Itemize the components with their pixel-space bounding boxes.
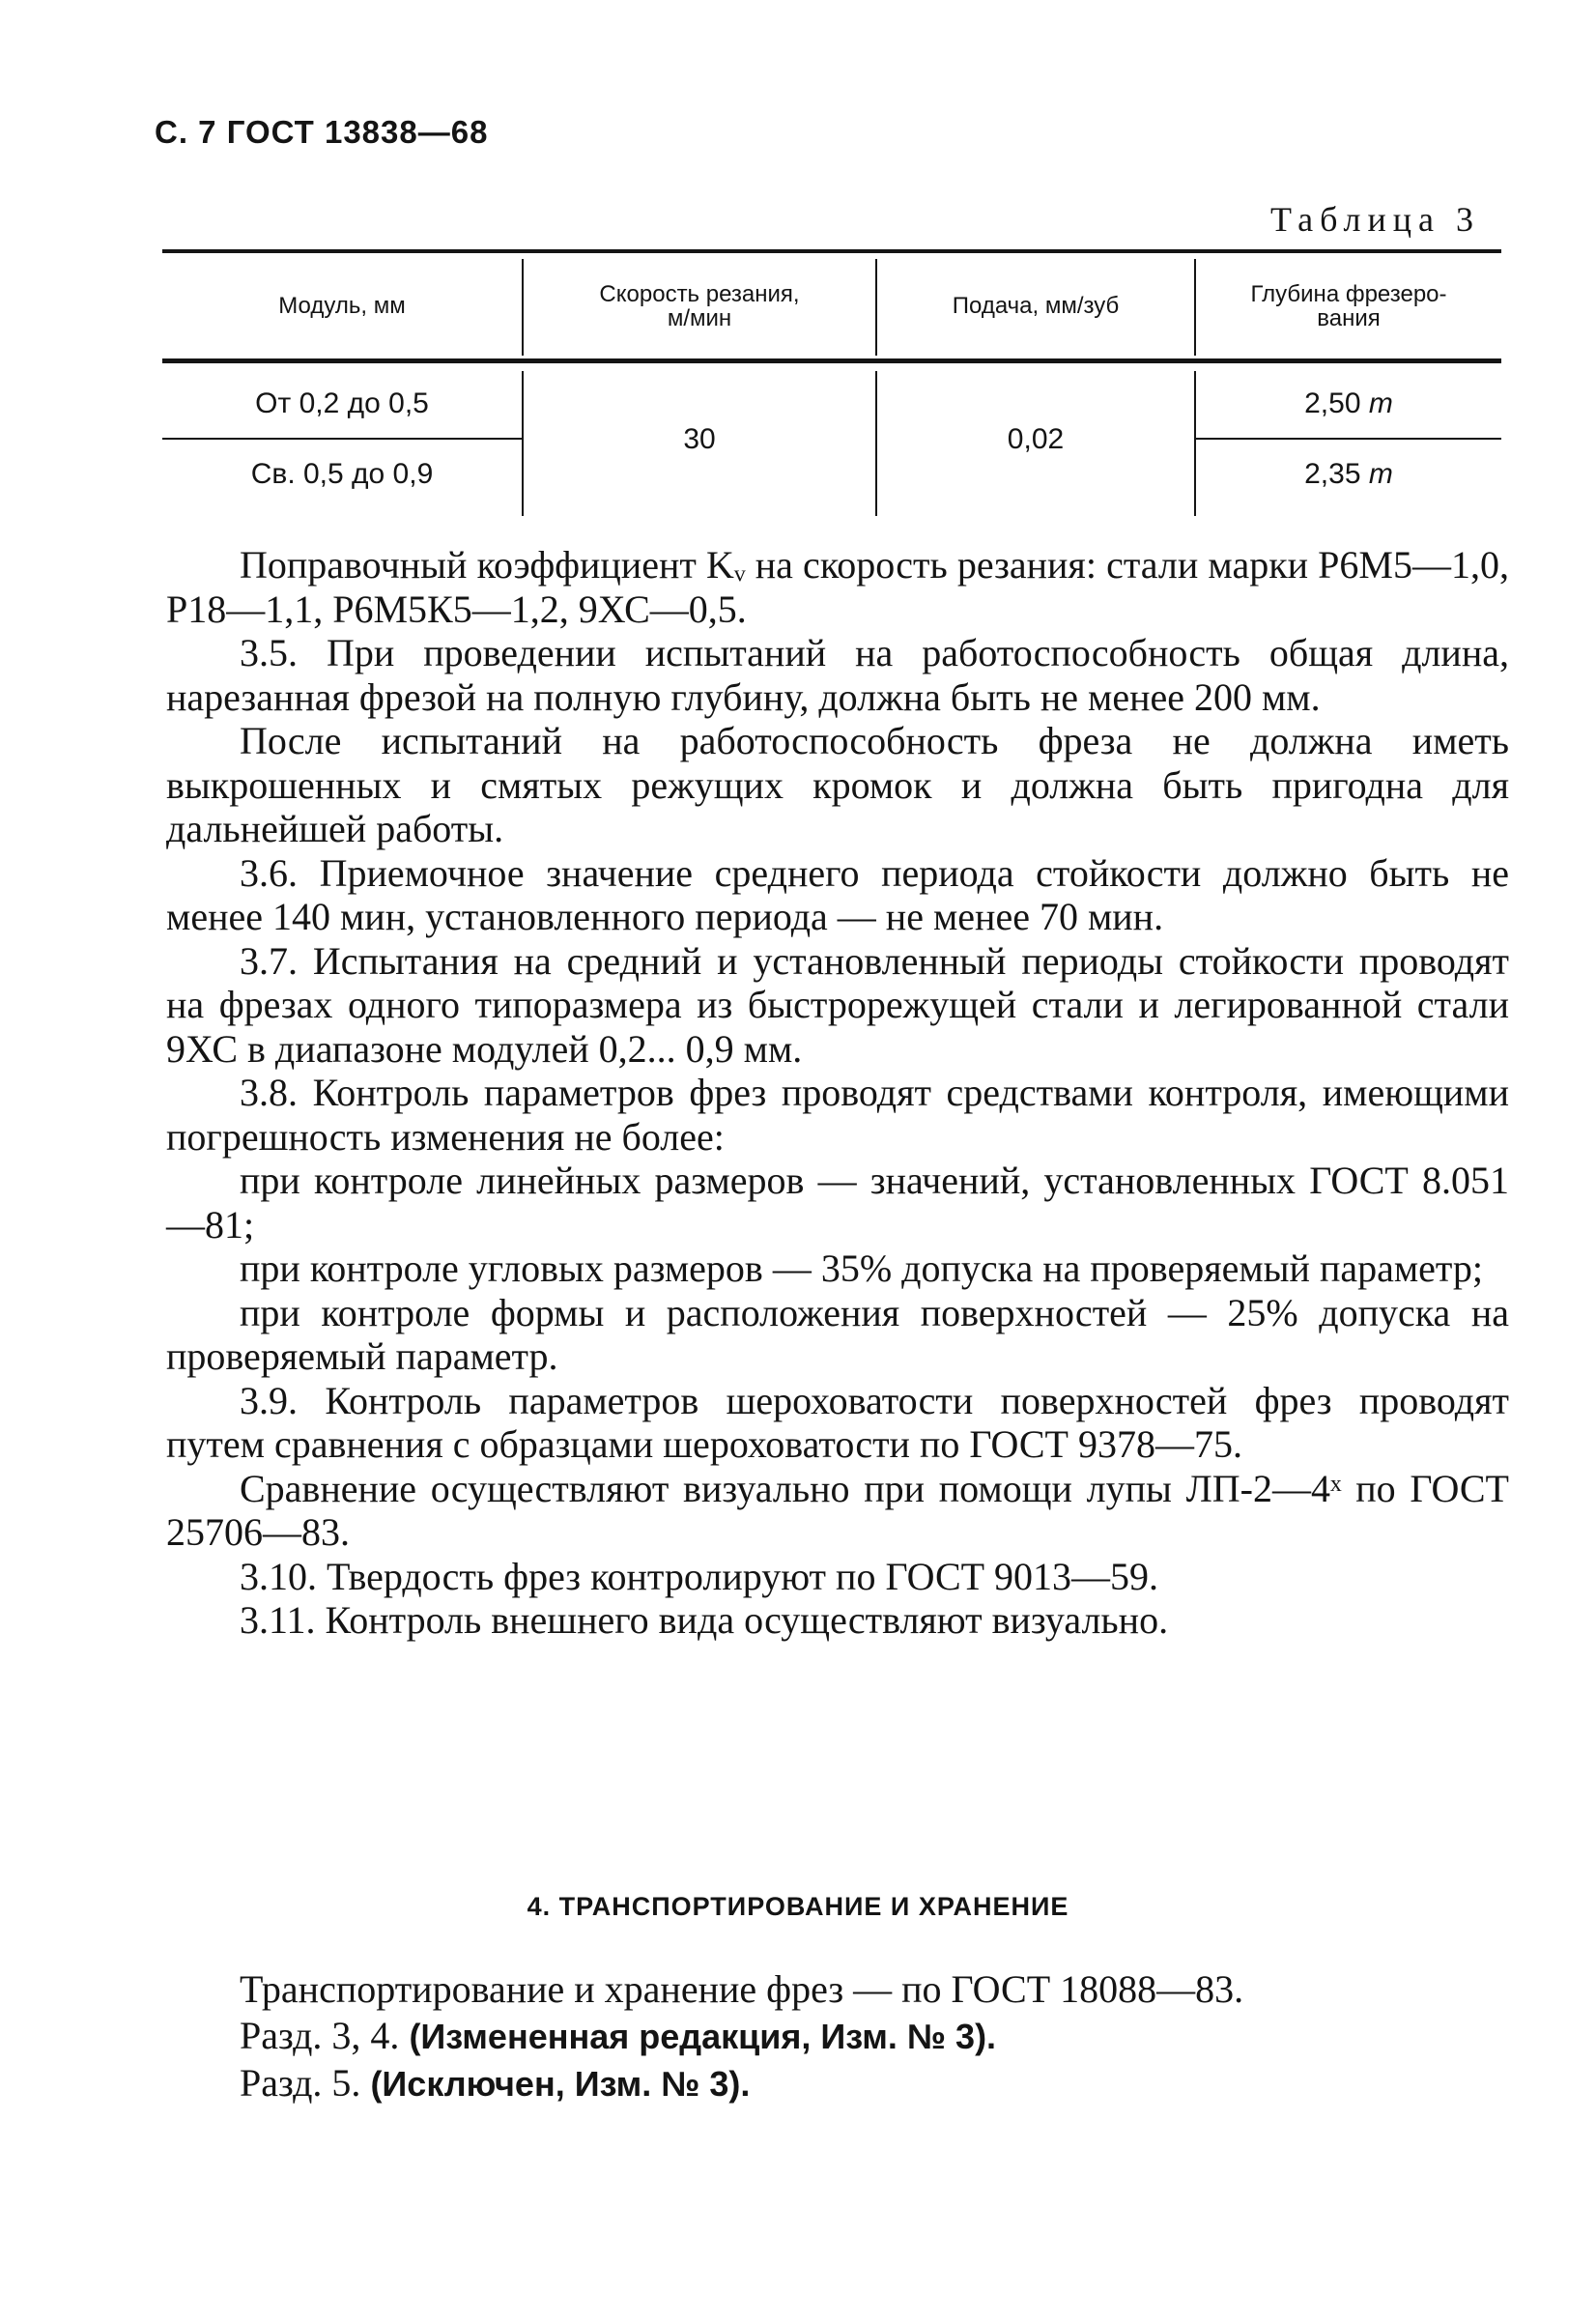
table-caption: Таблица 3 <box>1270 200 1480 239</box>
col-header-speed: Скорость резания, м/мин <box>599 280 800 331</box>
col-header-depth: Глубина фрезеро- вания <box>1250 280 1447 331</box>
paragraph: Сравнение осуществляют визуально при помощи лупы ЛП-2—4ˣ по ГОСТ 25706—83. <box>166 1466 1509 1554</box>
paragraph: при контроле угловых размеров — 35% допуска на проверяемый параметр; <box>240 1246 1484 1290</box>
paragraph: 3.6. Приемочное значение среднего периода стойкости должно быть не менее 140 мин, установленного периода — не менее 70 мин. <box>166 850 1509 938</box>
paragraph: 3.10. Твердость фрез контролируют по ГОСТ 9013—59. <box>240 1554 1159 1598</box>
page-header: С. 7 ГОСТ 13838—68 <box>155 114 489 150</box>
note-prefix: Разд. 5. <box>240 2061 361 2105</box>
paragraph: 3.9. Контроль параметров шероховатости поверхностей фрез проводят путем сравнения с образцами шероховатости по ГОСТ 9378—75. <box>166 1378 1509 1466</box>
cell-depth <box>1196 441 1501 508</box>
section-4-text <box>240 1966 1525 2107</box>
paragraph: при контроле линейных размеров — значений, установленных ГОСТ 8.051—81; <box>166 1159 1509 1246</box>
cell-feed: 0,02 <box>1007 423 1065 455</box>
amendment-note <box>240 2060 1525 2107</box>
paragraph: 3.11. Контроль внешнего вида осуществляют визуально. <box>240 1598 1169 1642</box>
table-row-rule-left <box>162 438 522 440</box>
cell-module: Св. 0,5 до 0,9 <box>250 458 434 490</box>
cell-module: От 0,2 до 0,5 <box>255 387 429 419</box>
body-text <box>166 543 1509 1643</box>
cell-speed: 30 <box>683 423 716 455</box>
paragraph: Транспортирование и хранение фрез — по ГОСТ 18088—83. <box>240 1967 1244 2011</box>
paragraph: при контроле формы и расположения поверхностей — 25% допуска на проверяемый параметр. <box>166 1290 1509 1378</box>
table-top-rule <box>162 249 1501 253</box>
paragraph: После испытаний на работоспособность фреза не должна иметь выкрошенных и смятых режущих кромок и должна быть пригодна для дальнейшей работы. <box>166 719 1509 850</box>
col-header-module: Модуль, мм <box>278 293 406 320</box>
table-row <box>162 441 522 508</box>
paragraph: 3.8. Контроль параметров фрез проводят средствами контроля, имеющими погрешность изменения не более: <box>166 1071 1509 1159</box>
section-heading: 4. ТРАНСПОРТИРОВАНИЕ И ХРАНЕНИЕ <box>527 1892 1069 1921</box>
table-row-rule-right <box>1196 438 1501 440</box>
paragraph: 3.5. При проведении испытаний на работоспособность общая длина, нарезанная фрезой на полную глубину, должна быть не менее 200 мм. <box>166 631 1509 719</box>
paragraph: 3.7. Испытания на средний и установленный периоды стойкости проводят на фрезах одного типоразмера из быстрорежущей стали и легированной стали 9ХС в диапазоне модулей 0,2... 0,9 мм. <box>166 938 1509 1071</box>
table-row <box>162 371 522 437</box>
note-prefix: Разд. 3, 4. <box>240 2014 400 2057</box>
note-bold: (Исключен, Изм. № 3). <box>370 2064 751 2104</box>
table-header-rule <box>162 358 1501 363</box>
amendment-note <box>240 2013 1525 2060</box>
col-header-feed: Подача, мм/зуб <box>952 293 1120 320</box>
depth-value: 2,50 <box>1304 387 1361 419</box>
cell-depth <box>1196 371 1501 437</box>
note-bold: (Измененная редакция, Изм. № 3). <box>409 2017 997 2056</box>
table-3 <box>162 249 1501 525</box>
paragraph: Поправочный коэффициент Kᵥ на скорость резания: стали марки Р6М5—1,0, Р18—1,1, Р6М5К5—1,2, 9ХС—0,5. <box>166 543 1509 631</box>
depth-unit: m <box>1368 387 1393 419</box>
depth-unit: m <box>1368 458 1393 490</box>
depth-value: 2,35 <box>1304 458 1361 490</box>
